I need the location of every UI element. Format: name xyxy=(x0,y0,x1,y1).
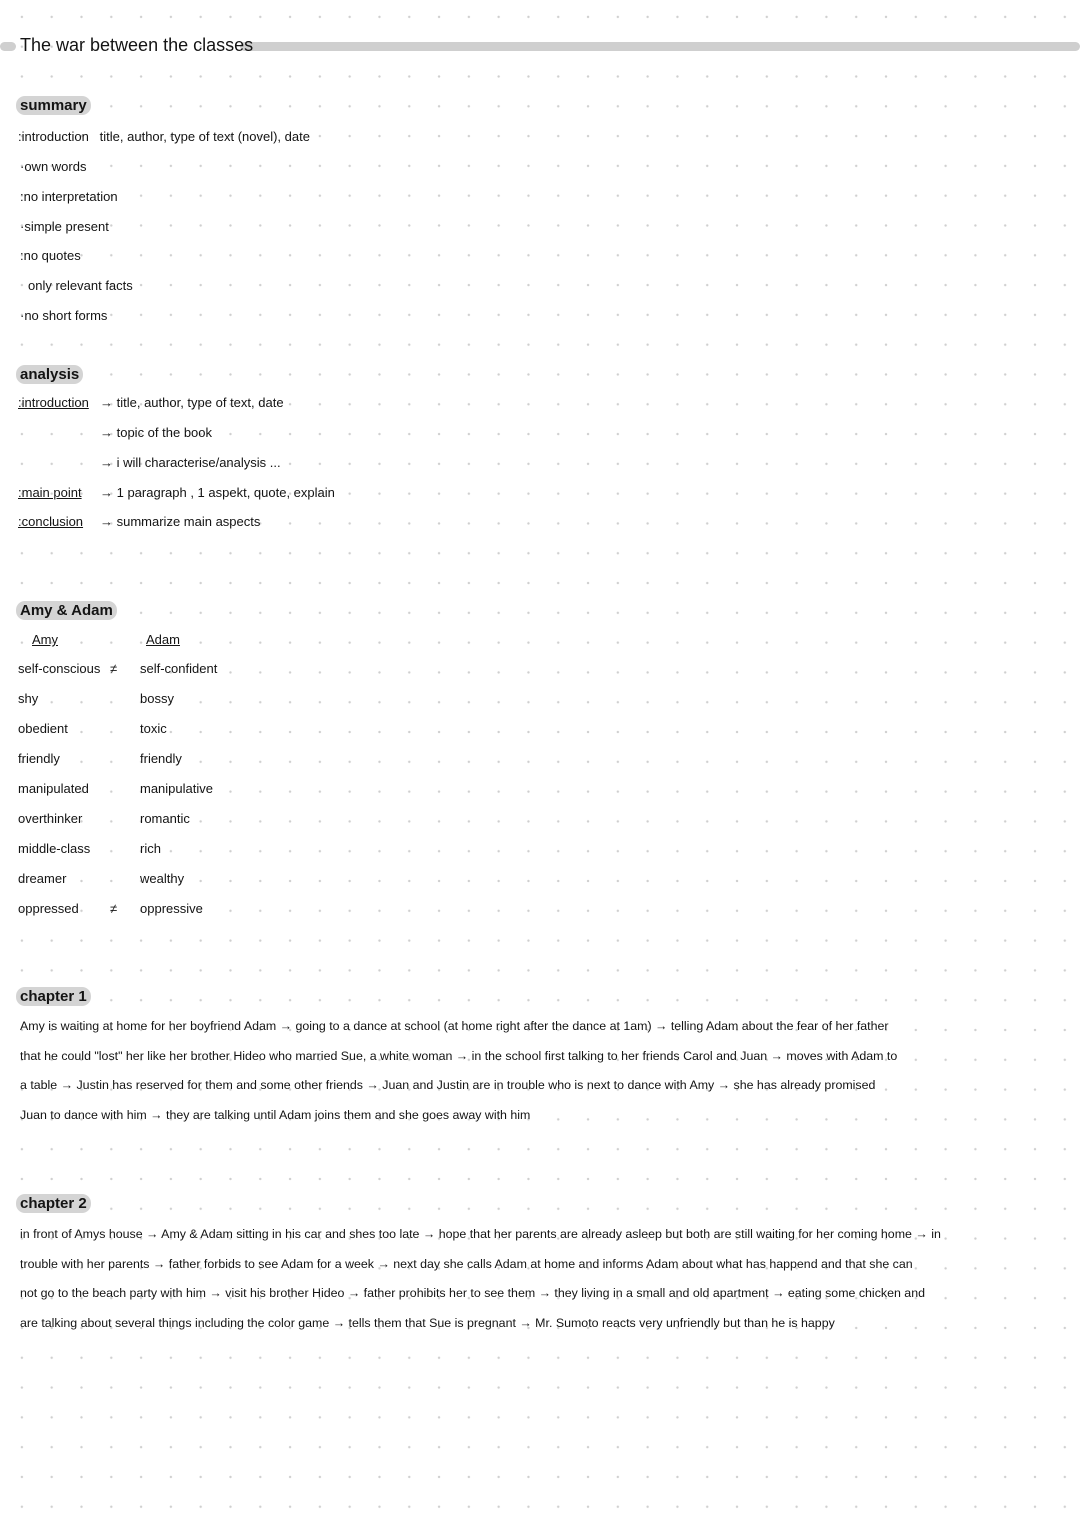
analysis-detail: → i will characterise/analysis ... xyxy=(100,455,281,470)
comparison-adam: bossy xyxy=(140,691,174,706)
chapter1-line: that he could "lost" her like her brother Hideo who married Sue, a white woman → in the school first talking to her friends Carol and Juan → moves with Adam to xyxy=(20,1048,898,1063)
comparison-amy: self-conscious xyxy=(18,661,101,676)
chapter1-heading: chapter 1 xyxy=(16,987,91,1006)
comparison-adam: self-confident xyxy=(140,661,218,676)
chapter2-line: not go to the beach party with him → visit his brother Hideo → father prohibits her to see them → they living in a small and old apartment → eating some chicken and xyxy=(20,1286,925,1300)
comparison-adam: toxic xyxy=(140,721,167,736)
analysis-detail: → title, author, type of text, date xyxy=(100,395,284,410)
comparison-heading: Amy & Adam xyxy=(16,601,117,620)
analysis-detail: → summarize main aspects xyxy=(100,514,261,529)
column-header-adam: Adam xyxy=(146,632,180,647)
summary-item: :no quotes xyxy=(20,248,81,263)
comparison-amy: overthinker xyxy=(18,811,83,826)
comparison-amy: dreamer xyxy=(18,871,67,886)
comparison-adam: rich xyxy=(140,841,161,856)
comparison-amy: friendly xyxy=(18,751,60,766)
title-highlight-right xyxy=(240,42,1080,51)
comparison-amy: shy xyxy=(18,691,39,706)
chapter2-line: are talking about several things including the color game → tells them that Sue is pregnant → Mr. Sumoto reacts very unfriendly but than he is happy xyxy=(20,1315,835,1330)
summary-item: only relevant facts xyxy=(28,278,133,293)
comparison-adam: oppressive xyxy=(140,901,203,916)
chapter1-line: Amy is waiting at home for her boyfriend Adam → going to a dance at school (at home right after the dance at 1am) → telling Adam about the fear of her father xyxy=(20,1019,889,1033)
summary-item: ·no short forms xyxy=(20,308,108,323)
analysis-detail: → topic of the book xyxy=(100,425,213,440)
comparison-sep: ≠ xyxy=(110,661,118,676)
summary-item: ·simple present xyxy=(20,219,109,234)
summary-heading: summary xyxy=(16,96,91,115)
comparison-adam: romantic xyxy=(140,811,190,826)
comparison-adam: manipulative xyxy=(140,781,213,796)
analysis-heading: analysis xyxy=(16,365,83,384)
comparison-amy: obedient xyxy=(18,721,68,736)
title-highlight-left xyxy=(0,42,16,51)
comparison-amy: manipulated xyxy=(18,781,89,796)
comparison-sep: ≠ xyxy=(110,901,118,916)
column-header-amy: Amy xyxy=(32,632,58,647)
chapter2-line: in front of Amys house → Amy & Adam sitting in his car and shes too late → hope that her parents are already asleep but both are still waiting for her coming home → in xyxy=(20,1227,941,1241)
summary-item xyxy=(18,129,310,144)
chapter2-heading: chapter 2 xyxy=(16,1194,91,1213)
chapter2-line: trouble with her parents → father forbids to see Adam for a week → next day she calls Adam at home and informs Adam about what has happend and that she can xyxy=(20,1256,913,1271)
analysis-detail: → 1 paragraph , 1 aspekt, quote, explain xyxy=(100,485,335,500)
comparison-adam: wealthy xyxy=(140,871,185,886)
analysis-label: :conclusion xyxy=(18,514,84,529)
analysis-label: :main point xyxy=(18,485,82,500)
summary-item: :no interpretation xyxy=(20,189,118,204)
page-title: The war between the classes xyxy=(20,35,254,55)
comparison-amy: middle-class xyxy=(18,841,91,856)
summary-item-label: :introduction xyxy=(18,129,89,144)
summary-item: ·own words xyxy=(20,159,87,174)
chapter1-line: Juan to dance with him → they are talking until Adam joins them and she goes away with him xyxy=(20,1107,531,1122)
chapter1-line: a table → Justin has reserved for them and some other friends → Juan and Justin are in trouble who is next to dance with Amy → she has already promised xyxy=(20,1078,876,1092)
summary-item-detail: title, author, type of text (novel), date xyxy=(99,129,310,144)
comparison-adam: friendly xyxy=(140,751,182,766)
comparison-amy: oppressed xyxy=(18,901,79,916)
analysis-label: :introduction xyxy=(18,395,89,410)
